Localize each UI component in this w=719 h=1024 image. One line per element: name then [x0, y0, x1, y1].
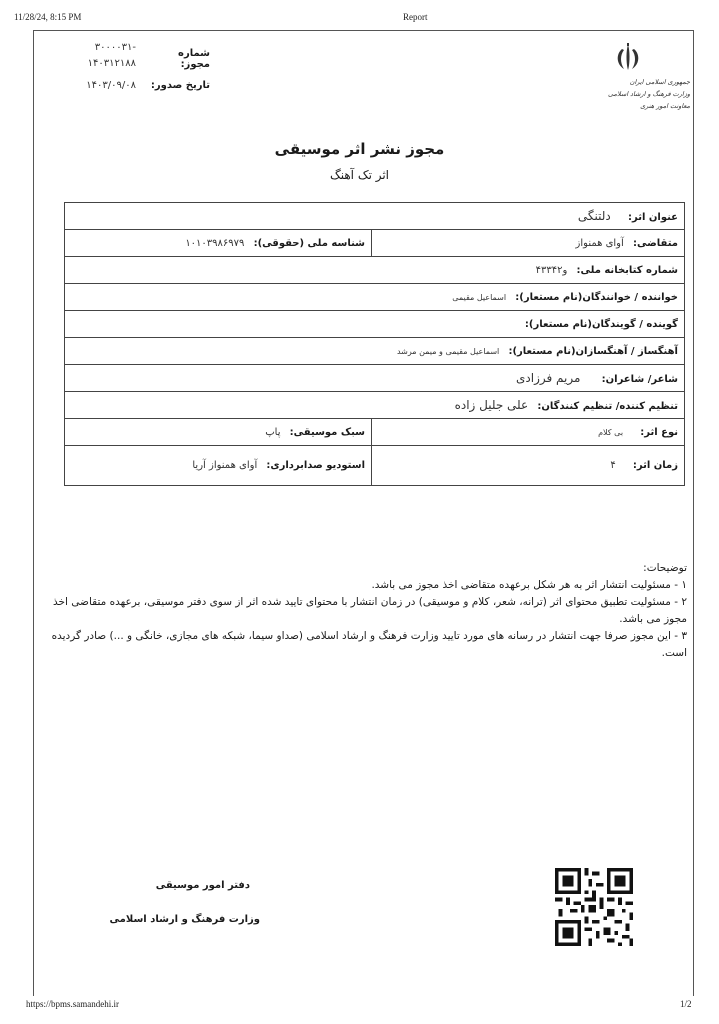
poets-value: مریم فرزادی [516, 371, 581, 385]
emblem-line-3: معاونت امور هنری [640, 102, 690, 110]
print-url: https://bpms.samandehi.ir [26, 999, 119, 1009]
print-datetime: 11/28/24, 8:15 PM [14, 12, 82, 22]
license-number-line2: ۱۴۰۳۱۲۱۸۸ [87, 58, 136, 69]
row-duration-studio [65, 446, 685, 486]
issue-date-label: تاریخ صدور: [150, 80, 210, 91]
studio-value: آوای همنواز آریا [192, 460, 258, 471]
row-singers [65, 284, 685, 311]
composers-value: اسماعیل مقیمی و میمن مرشد [396, 346, 500, 356]
emblem-line-2: وزارت فرهنگ و ارشاد اسلامی [608, 90, 690, 98]
notes-section [37, 560, 687, 662]
row-poets [65, 365, 685, 392]
row-work-title [65, 203, 685, 230]
print-page-number: 1/2 [680, 999, 692, 1009]
license-info-table [64, 202, 685, 486]
duration-label: زمان اثر: [632, 460, 678, 471]
studio-label: استودیو صدابرداری: [266, 460, 365, 471]
style-value: پاپ [265, 426, 281, 438]
singers-value: اسماعیل مقیمی [452, 292, 507, 302]
signature-ministry: وزارت فرهنگ و ارشاد اسلامی [109, 914, 260, 925]
note-item: ۳ - این مجوز صرفا جهت انتشار در رسانه های مورد تایید وزارت فرهنگ و ارشاد اسلامی (صداو سیما، شبکه های مجازی، خانگی و ...) صادر گردیده است. [51, 630, 687, 659]
applicant-value: آوای همنواز [575, 237, 624, 249]
row-type-style [65, 419, 685, 446]
issue-date-value: ۱۴۰۳/۰۹/۰۸ [86, 80, 136, 91]
national-id-label: شناسه ملی (حقوقی): [253, 237, 365, 249]
note-item: ۲ - مسئولیت تطبیق محتوای اثر (ترانه، شعر، کلام و موسیقی) در زمان انتشار با محتوای تایید شده اثر از سوی دفتر موسیقی، برعهده متقاضی اخذ مجوز می باشد. [53, 596, 687, 625]
work-title-value: دلتنگی [577, 209, 611, 223]
arrangers-value: علی جلیل زاده [454, 398, 529, 412]
type-value: بی کلام [598, 427, 624, 437]
qr-code-icon [555, 868, 633, 946]
row-composers [65, 338, 685, 365]
row-narrators [65, 311, 685, 338]
applicant-label: متقاضی: [632, 237, 678, 249]
singers-label: خواننده / خوانندگان(نام مستعار): [515, 291, 678, 303]
duration-value: ۴ [610, 460, 616, 471]
license-number-label: شماره مجوز: [178, 48, 210, 70]
library-number-value: و۴۳۳۴۲ [535, 264, 568, 276]
emblem-caption [560, 76, 690, 112]
library-number-label: شماره کتابخانه ملی: [576, 264, 678, 276]
narrators-label: گوینده / گویندگان(نام مستعار): [524, 318, 678, 330]
arrangers-label: تنظیم کننده/ تنظیم کنندگان: [537, 401, 678, 412]
notes-heading: توضیحات: [643, 562, 687, 574]
print-report-title: Report [403, 12, 428, 22]
style-label: سبک موسیقی: [289, 426, 365, 438]
poets-label: شاعر/ شاعران: [601, 374, 678, 385]
national-id-value: ۱۰۱۰۳۹۸۶۹۷۹ [185, 237, 245, 249]
type-label: نوع اثر: [640, 426, 678, 438]
signature-office: دفتر امور موسیقی [155, 880, 250, 891]
emblem-line-1: جمهوری اسلامی ایران [629, 78, 690, 86]
row-arrangers [65, 392, 685, 419]
document-title: مجوز نشر اثر موسیقی [274, 140, 445, 158]
row-applicant [65, 230, 685, 257]
note-item: ۱ - مسئولیت انتشار اثر به هر شکل برعهده متقاضی اخذ مجوز می باشد. [371, 579, 687, 591]
iran-emblem-icon [612, 42, 644, 74]
license-number-line1: ۳۰۰۰۰۳۱- [94, 42, 136, 53]
row-library-number [65, 257, 685, 284]
composers-label: آهنگساز / آهنگسازان(نام مستعار): [508, 345, 678, 357]
document-subtitle: اثر تک آهنگ [329, 168, 390, 182]
work-title-label: عنوان اثر: [627, 212, 678, 223]
